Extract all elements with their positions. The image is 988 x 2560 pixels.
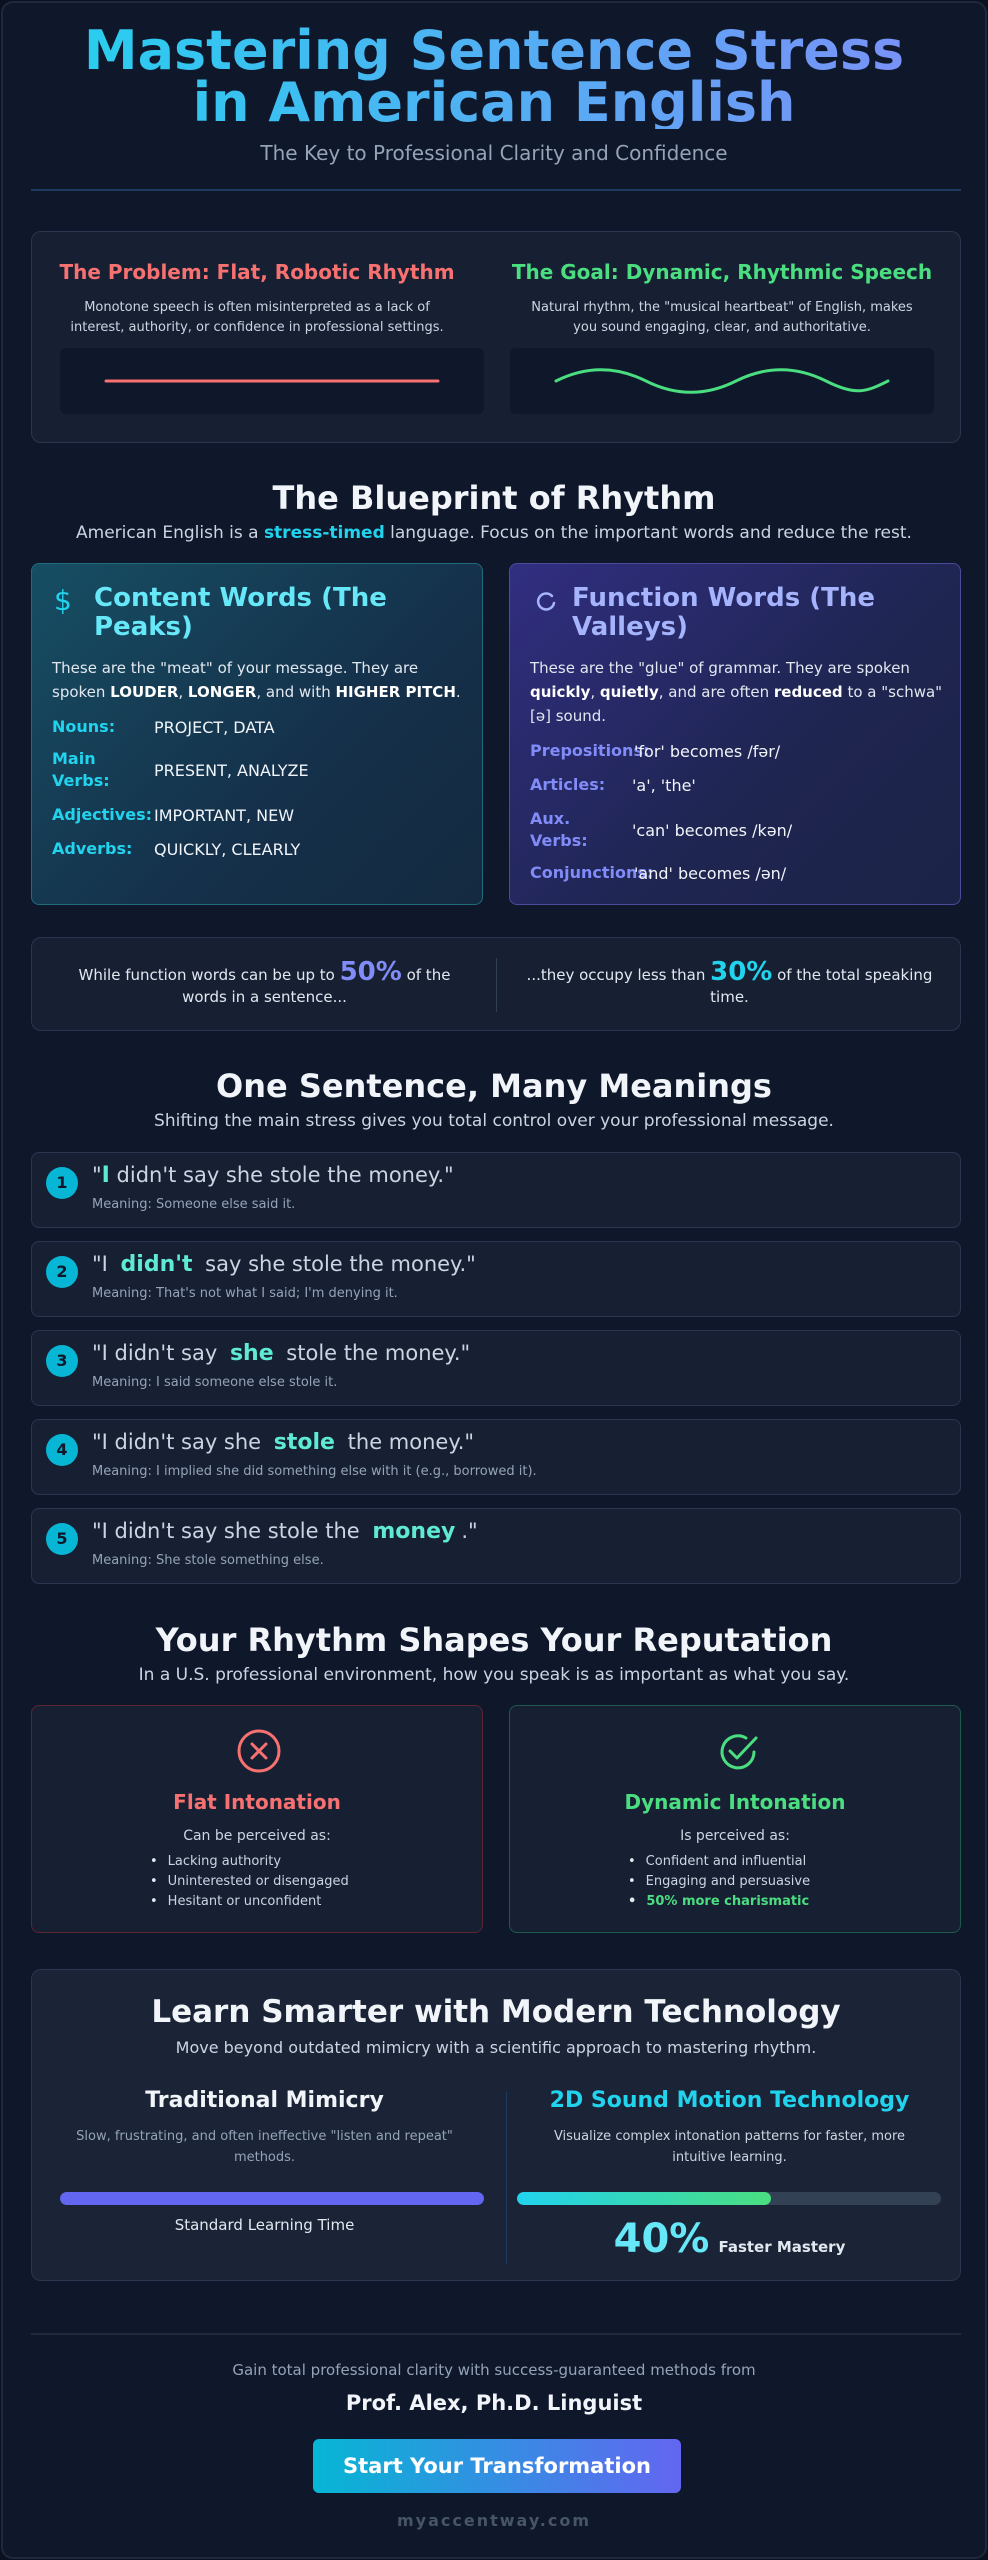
sentence-card — [31, 1419, 961, 1495]
list-item: • Engaging and persuasive — [628, 1872, 810, 1892]
sentence-card — [31, 1241, 961, 1317]
header-divider — [31, 189, 961, 191]
desc-bold: HIGHER PITCH — [335, 683, 456, 701]
stressed-word: money — [372, 1519, 456, 1544]
desc-bold: LONGER — [187, 683, 257, 701]
stat-left — [32, 938, 497, 1030]
sentence-part: say she stole the money." — [198, 1252, 476, 1276]
sentence-meaning: Meaning: She stole something else. — [92, 1553, 324, 1568]
stat-value: 30% — [710, 956, 773, 987]
row-label: Prepositions: — [530, 741, 650, 760]
sentence-part: " — [92, 1163, 102, 1187]
flat-list — [150, 1852, 349, 1912]
problem-goal-card — [31, 231, 961, 443]
desc-text: , — [590, 683, 600, 701]
row-label: Aux. Verbs: — [530, 809, 588, 850]
desc-text: , — [178, 683, 188, 701]
function-row — [530, 774, 696, 796]
wave-visual — [510, 348, 934, 414]
sentence-part: stole the money." — [279, 1341, 471, 1365]
refresh-icon — [532, 584, 564, 626]
row-value: 'a', 'the' — [632, 775, 696, 795]
traditional-bar-fill — [60, 2192, 484, 2205]
row-value: 'and' becomes /ən/ — [634, 863, 787, 883]
content-row — [52, 838, 300, 860]
traditional-column — [32, 1970, 497, 2280]
row-label: Conjunctions: — [530, 863, 654, 882]
sentence-part: "I didn't say she — [92, 1430, 268, 1454]
row-value: PROJECT, DATA — [154, 717, 275, 737]
cta-button[interactable]: Start Your Transformation — [313, 2439, 681, 2493]
footer-author: Prof. Alex, Ph.D. Linguist — [345, 2391, 643, 2415]
reputation-title: Your Rhythm Shapes Your Reputation — [155, 1621, 833, 1659]
meanings-subtitle: Shifting the main stress gives you total control over your professional message. — [154, 1111, 834, 1131]
row-value: IMPORTANT, NEW — [154, 805, 295, 825]
modern-column — [497, 1970, 962, 2280]
list-item: • Uninterested or disengaged — [150, 1872, 349, 1892]
stat-text: of the total speaking time. — [710, 965, 933, 1006]
modern-value: 40% — [613, 2216, 710, 2262]
function-row — [530, 808, 792, 852]
function-row — [530, 740, 780, 762]
sentence-meaning: Meaning: I said someone else stole it. — [92, 1375, 338, 1390]
stat-text: ...they occupy less than — [526, 965, 711, 984]
dynamic-sub: Is perceived as: — [680, 1828, 790, 1844]
blueprint-sub-text: American English is a — [76, 523, 264, 543]
wave-graphic — [510, 348, 934, 414]
blueprint-subtitle — [3, 523, 985, 543]
modern-stat — [497, 2216, 962, 2262]
content-row — [52, 716, 275, 738]
flat-title: Flat Intonation — [173, 1790, 341, 1814]
tech-subtitle: Move beyond outdated mimicry with a scientific approach to mastering rhythm. — [175, 2038, 817, 2057]
sentence-number: 3 — [46, 1345, 78, 1377]
sentence-card — [31, 1330, 961, 1406]
stat-right — [497, 938, 962, 1030]
content-row — [52, 748, 309, 792]
footer-divider — [31, 2333, 961, 2335]
stat-card — [31, 937, 961, 1031]
sentence-text — [92, 1252, 476, 1277]
footer-site-link[interactable]: myaccentway.com — [396, 2511, 592, 2530]
sentence-part: "I didn't say — [92, 1341, 224, 1365]
stressed-word: didn't — [120, 1252, 193, 1277]
dynamic-title: Dynamic Intonation — [624, 1790, 846, 1814]
traditional-desc: Slow, frustrating, and often ineffective "listen and repeat" methods. — [76, 2129, 453, 2165]
meanings-title: One Sentence, Many Meanings — [216, 1067, 772, 1105]
problem-column — [32, 232, 482, 442]
sentence-card — [31, 1152, 961, 1228]
row-value: 'for' becomes /fər/ — [634, 741, 781, 761]
desc-text: , and are often — [658, 683, 774, 701]
stat-text: While function words can be up to — [78, 965, 340, 984]
function-words-desc — [530, 656, 945, 728]
sentence-part: the money." — [340, 1430, 475, 1454]
row-label: Nouns: — [52, 717, 116, 736]
flat-sub: Can be perceived as: — [183, 1828, 331, 1844]
row-value: 'can' becomes /kən/ — [632, 820, 793, 840]
goal-text: Natural rhythm, the "musical heartbeat" of English, makes you sound engaging, clear, and authoritative. — [531, 300, 913, 335]
traditional-progress-bar — [60, 2192, 484, 2205]
desc-text: to a "schwa" [ə] sound. — [530, 683, 943, 725]
list-item-highlight: • 50% more charismatic — [628, 1892, 810, 1912]
sentence-text — [92, 1163, 454, 1188]
sentence-part: ." — [461, 1519, 478, 1543]
sentence-number: 5 — [46, 1523, 78, 1555]
row-value: PRESENT, ANALYZE — [154, 760, 309, 780]
sentence-meaning: Meaning: That's not what I said; I'm denying it. — [92, 1286, 398, 1301]
modern-desc: Visualize complex intonation patterns for faster, more intuitive learning. — [553, 2129, 906, 2165]
modern-caption: Faster Mastery — [718, 2238, 846, 2256]
list-item: • Lacking authority — [150, 1852, 349, 1872]
sentence-number: 4 — [46, 1434, 78, 1466]
desc-text: These are the "glue" of grammar. They are spoken — [530, 659, 910, 677]
desc-bold: reduced — [773, 683, 843, 701]
modern-progress-bar — [517, 2192, 941, 2205]
stat-value: 50% — [339, 956, 402, 987]
flat-line-graphic — [60, 348, 484, 414]
stressed-word: she — [229, 1341, 274, 1366]
desc-bold: quickly — [530, 683, 591, 701]
row-label: Adverbs: — [52, 839, 133, 858]
modern-title: 2D Sound Motion Technology — [549, 2088, 910, 2113]
function-words-title: Function Words (The Valleys) — [572, 583, 875, 642]
blueprint-highlight: stress-timed — [263, 523, 385, 543]
sentence-text — [92, 1341, 470, 1366]
desc-text: . — [455, 683, 461, 701]
page-subtitle: The Key to Professional Clarity and Confidence — [260, 141, 728, 165]
page-title: Mastering Sentence Stress in American English — [3, 25, 985, 129]
problem-title: The Problem: Flat, Robotic Rhythm — [59, 260, 455, 284]
blueprint-sub-text-2: language. Focus on the important words and reduce the rest. — [384, 523, 912, 543]
goal-column — [497, 232, 947, 442]
check-circle-icon — [714, 1728, 762, 1780]
sentence-part: "I — [92, 1252, 115, 1276]
row-value: QUICKLY, CLEARLY — [154, 839, 301, 859]
row-label: Adjectives: — [52, 805, 152, 824]
dollar-icon: $ — [54, 584, 72, 617]
footer-tagline: Gain total professional clarity with success-guaranteed methods from — [232, 2361, 756, 2379]
tech-card — [31, 1969, 961, 2281]
content-words-desc — [52, 656, 467, 704]
sentence-meaning: Meaning: I implied she did something else with it (e.g., borrowed it). — [92, 1464, 537, 1479]
stat-text: of the words in a sentence... — [182, 965, 451, 1006]
desc-text: , and with — [256, 683, 336, 701]
desc-bold: LOUDER — [110, 683, 179, 701]
sentence-number: 2 — [46, 1256, 78, 1288]
problem-text: Monotone speech is often misinterpreted as a lack of interest, authority, or confidence in professional settings. — [70, 300, 444, 335]
content-row — [52, 804, 294, 826]
content-words-title: Content Words (The Peaks) — [94, 583, 387, 642]
content-words-header — [54, 584, 454, 642]
desc-text: These are the "meat" of your message. They are spoken — [52, 659, 419, 701]
function-row — [530, 862, 786, 884]
sentence-number: 1 — [46, 1167, 78, 1199]
flat-intonation-card — [31, 1705, 483, 1933]
sentence-meaning: Meaning: Someone else said it. — [92, 1197, 296, 1212]
stressed-word: stole — [273, 1430, 335, 1455]
flat-line-visual — [60, 348, 484, 414]
function-words-header — [532, 584, 932, 642]
x-circle-icon — [236, 1728, 282, 1778]
list-item: • Confident and influential — [628, 1852, 810, 1872]
sentence-text — [92, 1430, 474, 1455]
traditional-title: Traditional Mimicry — [145, 2088, 384, 2113]
row-label: Articles: — [530, 775, 606, 794]
modern-bar-fill — [517, 2192, 771, 2205]
desc-bold: quietly — [599, 683, 659, 701]
blueprint-title: The Blueprint of Rhythm — [272, 479, 716, 517]
row-label: Main Verbs: — [52, 749, 110, 790]
stressed-word: I — [101, 1163, 110, 1188]
traditional-caption: Standard Learning Time — [174, 2216, 355, 2234]
sentence-card — [31, 1508, 961, 1584]
dynamic-list — [628, 1852, 810, 1912]
reputation-subtitle: In a U.S. professional environment, how you speak is as important as what you say. — [138, 1665, 850, 1685]
sentence-text — [92, 1519, 478, 1544]
sentence-part: didn't say she stole the money." — [109, 1163, 454, 1187]
goal-title: The Goal: Dynamic, Rhythmic Speech — [511, 260, 933, 284]
header — [3, 19, 985, 165]
infographic-frame — [1, 1, 987, 2559]
dynamic-intonation-card — [509, 1705, 961, 1933]
function-words-panel — [509, 563, 961, 905]
content-words-panel — [31, 563, 483, 905]
list-item: • Hesitant or unconfident — [150, 1892, 349, 1912]
tech-title: Learn Smarter with Modern Technology — [151, 1994, 841, 2030]
sentence-part: "I didn't say she stole the — [92, 1519, 367, 1543]
